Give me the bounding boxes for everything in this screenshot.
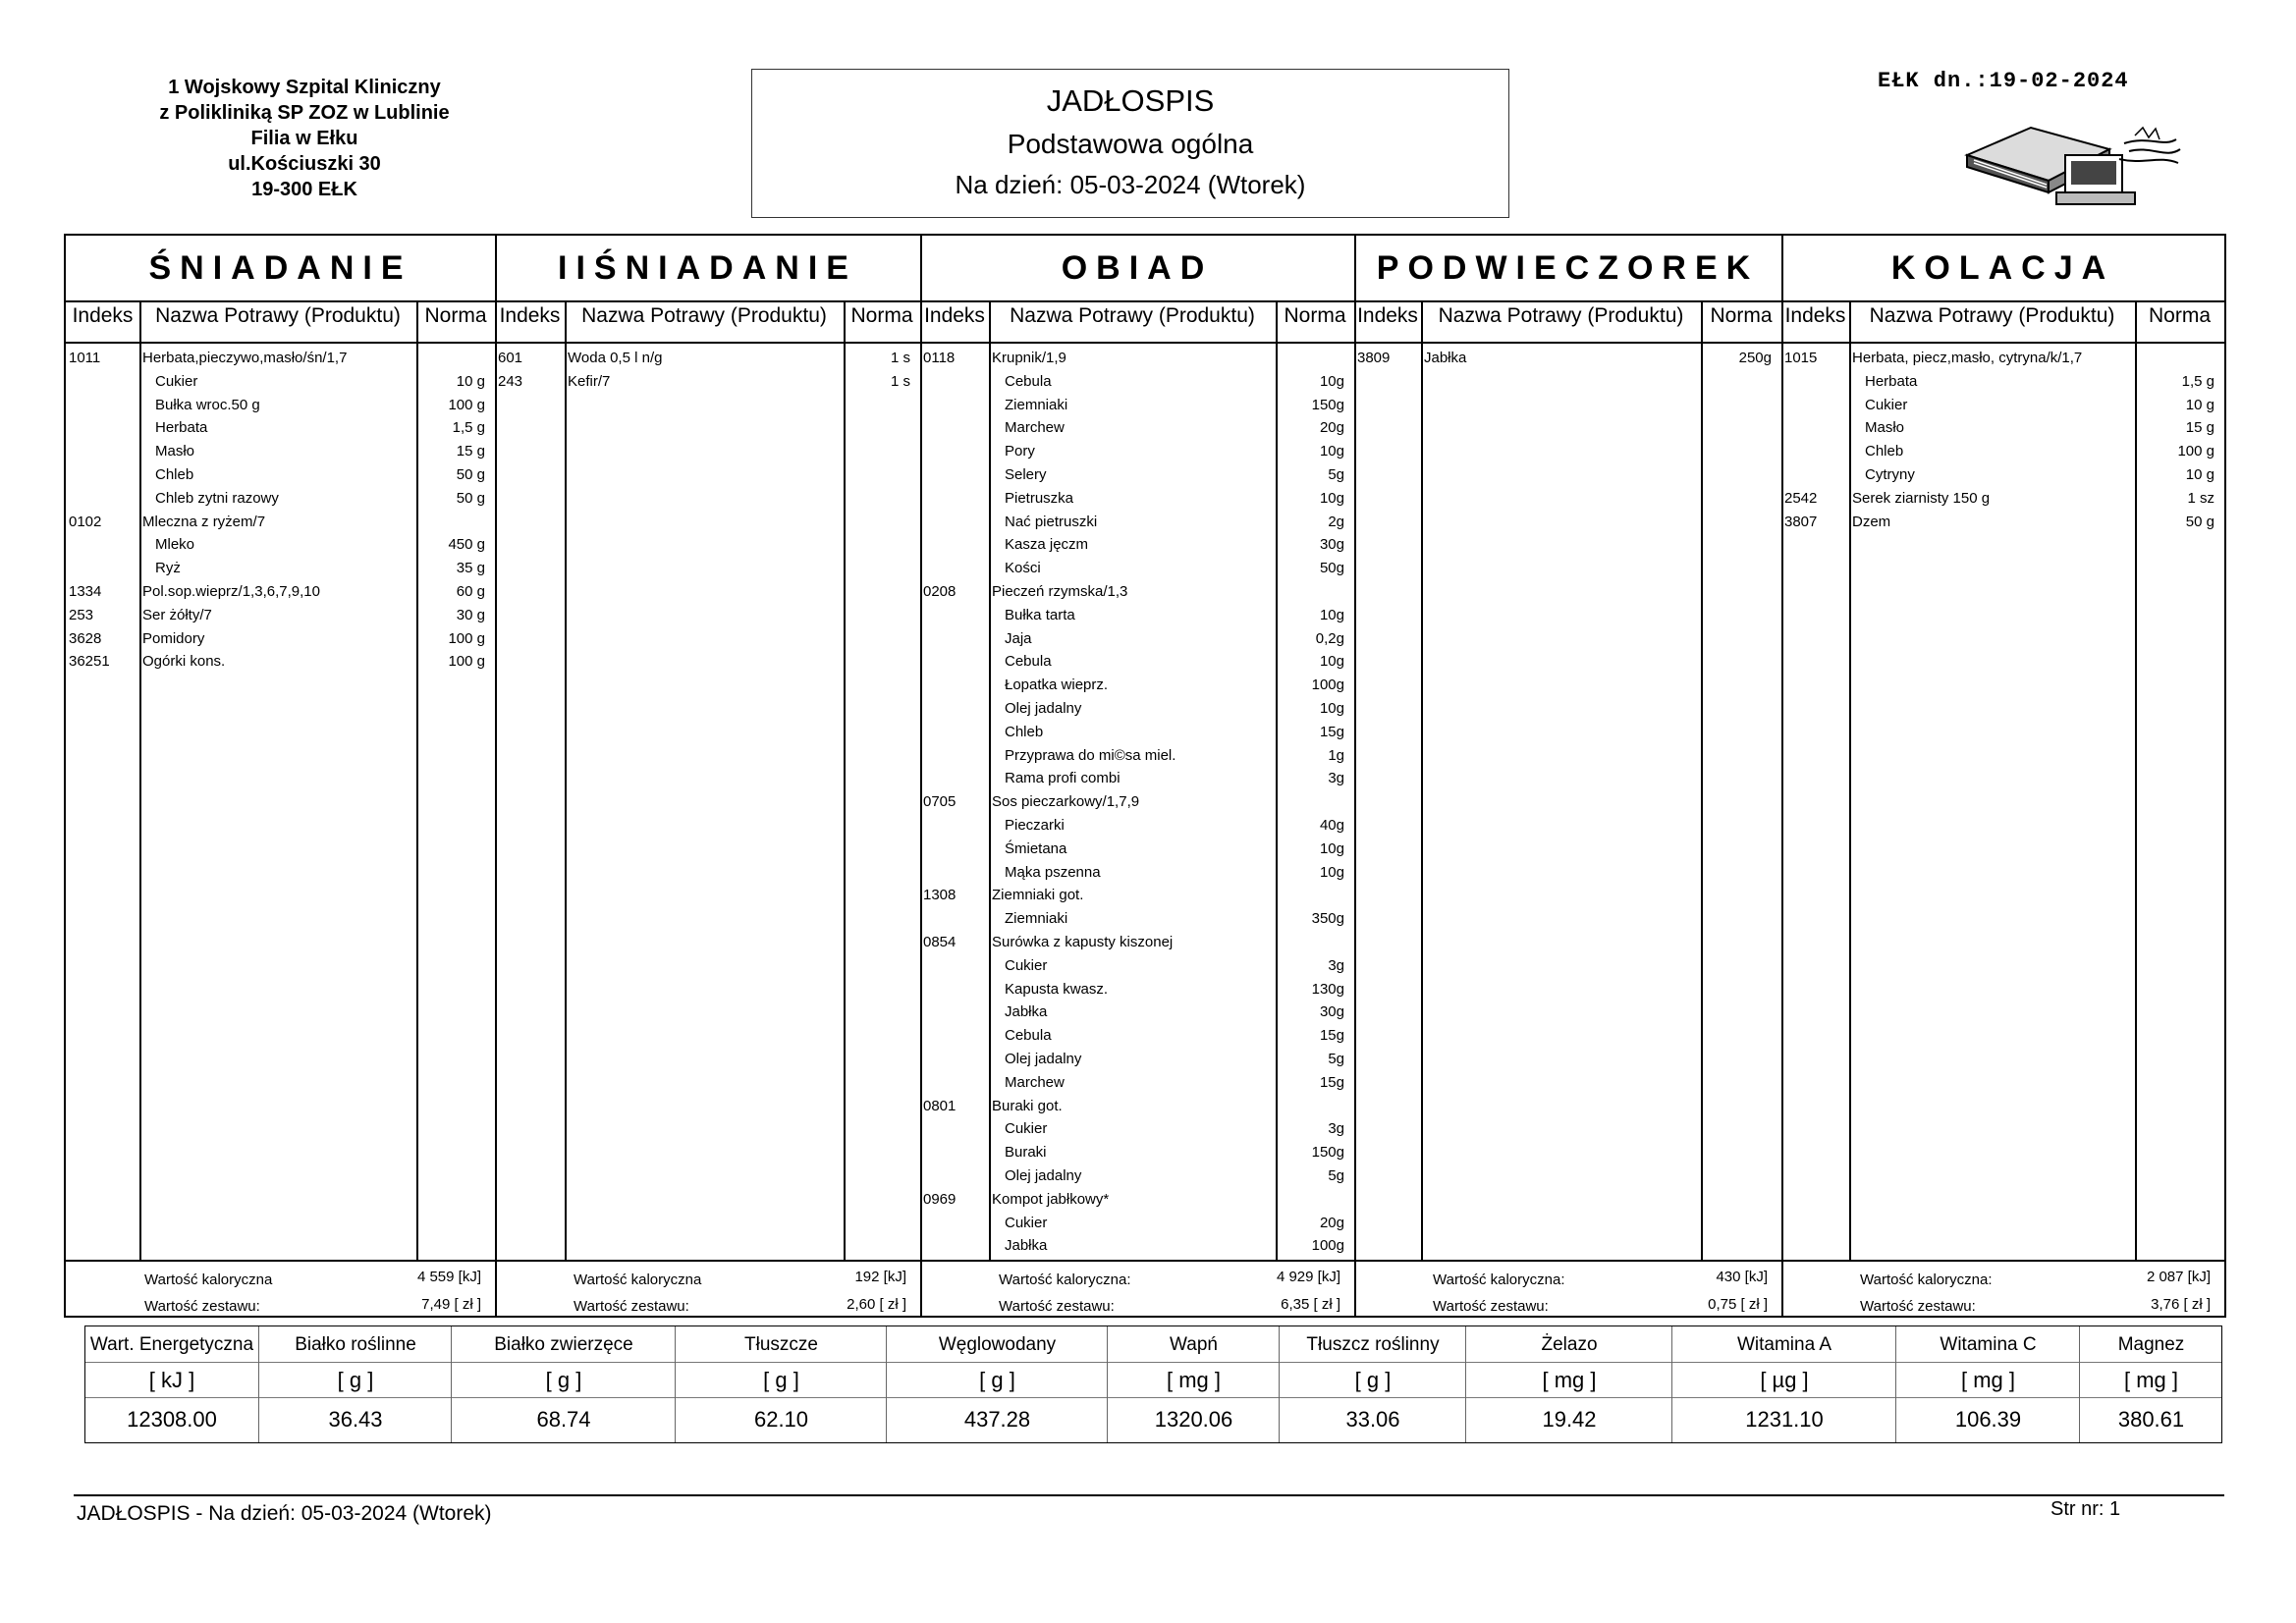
item-name: Serek ziarnisty 150 g (1852, 489, 1991, 507)
item-name: Olej jadalny (1005, 1167, 1082, 1184)
item-name: Masło (1865, 419, 1905, 437)
item-norm: 1,5 g (452, 419, 485, 437)
item-name: Mleko (155, 536, 195, 554)
item-norm: 15g (1319, 1073, 1344, 1091)
item-norm: 250g (1738, 350, 1772, 366)
item-name: Chleb (1865, 443, 1904, 460)
item-name: Bułka wroc.50 g (155, 396, 260, 413)
nutrient-label: Witamina A (1736, 1334, 1832, 1355)
item-name: Herbata (1865, 372, 1918, 390)
item-index: 601 (498, 350, 523, 366)
item-name: Ziemniaki (1005, 396, 1068, 413)
item-norm: 5g (1328, 1051, 1344, 1067)
column-divider (1849, 300, 1851, 1260)
item-norm: 50 g (456, 489, 485, 507)
calorie-label: Wartość kaloryczna (144, 1271, 273, 1288)
nutrient-value: 106.39 (1954, 1407, 2022, 1432)
item-norm: 1g (1328, 746, 1344, 764)
nutrition-column (1671, 1326, 1896, 1442)
nutrition-column (886, 1326, 1108, 1442)
nutrient-label: Tłuszcze (744, 1334, 818, 1355)
nutrition-column (258, 1326, 452, 1442)
column-header: Indeks (72, 304, 134, 327)
column-header: Norma (424, 304, 487, 327)
column-header: Indeks (1784, 304, 1846, 327)
item-name: Herbata,pieczywo,masło/śn/1,7 (142, 350, 348, 366)
nutrient-value: 380.61 (2117, 1407, 2185, 1432)
calorie-value: 4 929 [kJ] (1276, 1269, 1340, 1285)
nutrient-value: 19.42 (1542, 1407, 1597, 1432)
item-norm: 15 g (2185, 419, 2214, 437)
item-index: 253 (69, 606, 94, 623)
item-norm: 10 g (456, 372, 485, 390)
column-divider (565, 300, 567, 1260)
item-norm: 15g (1319, 723, 1344, 740)
nutrient-value: 437.28 (963, 1407, 1031, 1432)
hospital-line: 19-300 EŁK (251, 179, 357, 200)
item-norm: 10g (1319, 443, 1344, 460)
item-name: Chleb (1005, 723, 1044, 740)
item-name: Ziemniaki (1005, 910, 1068, 928)
nutrient-label: Węglowodany (938, 1334, 1057, 1355)
item-name: Sos pieczarkowy/1,7,9 (992, 793, 1140, 811)
column-header: Nazwa Potrawy (Produktu) (581, 304, 827, 327)
nutrient-label: Wapń (1170, 1334, 1218, 1355)
column-header: Norma (850, 304, 913, 327)
item-name: Ser żółty/7 (142, 606, 212, 623)
nutrition-column (1107, 1326, 1280, 1442)
item-index: 0969 (923, 1190, 957, 1208)
column-header: Indeks (1357, 304, 1418, 327)
column-header: Indeks (924, 304, 985, 327)
cost-value: 6,35 [ zł ] (1281, 1296, 1340, 1313)
diet-type: Podstawowa ogólna (1007, 129, 1254, 159)
item-name: Olej jadalny (1005, 1051, 1082, 1067)
cost-label: Wartość zestawu: (999, 1298, 1115, 1315)
item-index: 0208 (923, 583, 957, 600)
item-name: Łopatka wieprz. (1005, 676, 1109, 694)
item-name: Krupnik/1,9 (992, 350, 1066, 366)
title-box (751, 69, 1509, 218)
item-name: Kefir/7 (568, 372, 611, 390)
item-name: Cytryny (1865, 466, 1915, 483)
calorie-label: Wartość kaloryczna: (999, 1271, 1131, 1288)
nutrition-column (1895, 1326, 2080, 1442)
totals-divider (66, 1260, 2224, 1262)
nutrient-value: 1231.10 (1745, 1407, 1824, 1432)
nutrition-column (675, 1326, 887, 1442)
item-name: Dzem (1852, 513, 1891, 530)
item-norm: 100g (1311, 1237, 1344, 1255)
nutrition-column (85, 1326, 258, 1442)
item-norm: 10g (1319, 372, 1344, 390)
nutrient-label: Witamina C (1940, 1334, 2037, 1355)
calorie-label: Wartość kaloryczna (574, 1271, 702, 1288)
nutrient-label: Białko roślinne (295, 1334, 416, 1355)
nutrition-column (1279, 1326, 1466, 1442)
section-divider (1354, 236, 1356, 1316)
item-name: Przyprawa do mi©sa miel. (1005, 746, 1176, 764)
nutrient-unit: [ mg ] (1542, 1368, 1597, 1392)
item-norm: 10g (1319, 606, 1344, 623)
menu-date: Na dzień: 05-03-2024 (Wtorek) (955, 170, 1306, 199)
item-norm: 100 g (448, 396, 485, 413)
section-divider (920, 236, 922, 1316)
item-name: Woda 0,5 l n/g (568, 350, 663, 366)
issue-date: EŁK dn.:19-02-2024 (1878, 69, 2129, 93)
menu-table (64, 234, 2226, 1318)
item-norm: 10 g (2185, 466, 2214, 483)
item-norm: 60 g (456, 583, 485, 600)
subheader-divider (66, 342, 2224, 344)
item-index: 3628 (69, 629, 102, 647)
nutrient-value: 33.06 (1345, 1407, 1400, 1432)
calorie-value: 192 [kJ] (854, 1269, 906, 1285)
item-norm: 50 g (2185, 513, 2214, 530)
item-name: Surówka z kapusty kiszonej (992, 934, 1174, 950)
item-norm: 30g (1319, 536, 1344, 554)
item-name: Ogórki kons. (142, 653, 226, 671)
item-index: 1308 (923, 887, 957, 904)
nutrient-unit: [ kJ ] (148, 1368, 195, 1392)
meal-title: PODWIECZOREK (1376, 248, 1760, 287)
item-norm: 3g (1328, 956, 1344, 974)
column-divider (139, 300, 141, 1260)
column-divider (1421, 300, 1423, 1260)
item-name: Kasza jęczm (1005, 536, 1089, 554)
calorie-label: Wartość kaloryczna: (1860, 1271, 1993, 1288)
item-name: Mleczna z ryżem/7 (142, 513, 266, 530)
item-norm: 15g (1319, 1027, 1344, 1045)
nutrient-value: 36.43 (328, 1407, 383, 1432)
hospital-line: Filia w Ełku (250, 128, 358, 149)
column-header: Indeks (499, 304, 561, 327)
item-index: 0102 (69, 513, 102, 530)
nutrient-value: 12308.00 (127, 1407, 217, 1432)
nutrient-label: Wart. Energetyczna (89, 1334, 254, 1355)
item-norm: 5g (1328, 466, 1344, 483)
item-name: Jaja (1005, 629, 1032, 647)
item-name: Śmietana (1005, 839, 1067, 857)
nutrient-value: 62.10 (753, 1407, 809, 1432)
column-header: Norma (1284, 304, 1346, 327)
nutrient-unit: [ µg ] (1760, 1368, 1809, 1392)
nutrient-unit: [ g ] (1354, 1368, 1392, 1392)
item-name: Masło (155, 443, 195, 460)
cost-label: Wartość zestawu: (574, 1298, 689, 1315)
nutrient-label: Białko zwierzęce (494, 1334, 633, 1355)
nutrition-column (1465, 1326, 1672, 1442)
column-header: Norma (1710, 304, 1773, 327)
meal-title: KOLACJA (1890, 248, 2115, 287)
column-header: Nazwa Potrawy (Produktu) (155, 304, 401, 327)
item-name: Pietruszka (1005, 489, 1074, 507)
cost-value: 2,60 [ zł ] (847, 1296, 906, 1313)
nutrient-label: Tłuszcz roślinny (1306, 1334, 1440, 1355)
item-norm: 20g (1319, 1214, 1344, 1231)
item-norm: 1 s (890, 350, 910, 366)
section-divider (495, 236, 497, 1316)
section-divider (1781, 236, 1783, 1316)
item-norm: 1,5 g (2181, 372, 2214, 390)
item-norm: 20g (1319, 419, 1344, 437)
calorie-value: 2 087 [kJ] (2146, 1269, 2211, 1285)
item-name: Cukier (1865, 396, 1908, 413)
item-name: Bułka tarta (1005, 606, 1075, 623)
column-header: Norma (2148, 304, 2211, 327)
item-name: Kości (1005, 560, 1041, 577)
meal-title: OBIAD (1061, 248, 1214, 287)
book-computer-icon (1962, 116, 2183, 209)
item-norm: 10g (1319, 863, 1344, 881)
nutrient-unit: [ g ] (545, 1368, 582, 1392)
nutrient-value: 1320.06 (1154, 1407, 1233, 1432)
nutrient-unit: [ mg ] (2123, 1368, 2178, 1392)
item-norm: 50 g (456, 466, 485, 483)
item-name: Nać pietruszki (1005, 513, 1098, 530)
item-norm: 150g (1311, 1144, 1344, 1162)
item-norm: 100 g (448, 653, 485, 671)
item-norm: 2g (1328, 513, 1344, 530)
item-norm: 30g (1319, 1003, 1344, 1021)
cost-value: 3,76 [ zł ] (2151, 1296, 2211, 1313)
item-name: Chleb zytni razowy (155, 489, 279, 507)
item-name: Kapusta kwasz. (1005, 980, 1109, 998)
nutrient-label: Żelazo (1541, 1334, 1598, 1355)
cost-value: 0,75 [ zł ] (1708, 1296, 1768, 1313)
item-name: Selery (1005, 466, 1047, 483)
item-norm: 10g (1319, 489, 1344, 507)
item-name: Herbata (155, 419, 208, 437)
item-index: 1334 (69, 583, 102, 600)
item-name: Cukier (1005, 1120, 1048, 1138)
item-name: Cebula (1005, 1027, 1052, 1045)
footer-divider (74, 1494, 2224, 1496)
nutrient-label: Magnez (2117, 1334, 2185, 1355)
item-norm: 1 s (890, 372, 910, 390)
item-name: Marchew (1005, 419, 1065, 437)
item-name: Pieczeń rzymska/1,3 (992, 583, 1128, 600)
item-name: Cukier (1005, 956, 1048, 974)
item-norm: 450 g (448, 536, 485, 554)
item-name: Kompot jabłkowy* (992, 1190, 1110, 1208)
item-norm: 100 g (448, 629, 485, 647)
item-index: 0801 (923, 1097, 957, 1114)
column-header: Nazwa Potrawy (Produktu) (1438, 304, 1684, 327)
item-norm: 35 g (456, 560, 485, 577)
meal-title: ŚNIADANIE (148, 248, 412, 287)
item-norm: 30 g (456, 606, 485, 623)
item-norm: 3g (1328, 1120, 1344, 1138)
column-divider (844, 300, 846, 1260)
item-index: 243 (498, 372, 523, 390)
cost-value: 7,49 [ zł ] (421, 1296, 481, 1313)
item-norm: 10g (1319, 653, 1344, 671)
item-norm: 15 g (456, 443, 485, 460)
item-name: Pory (1005, 443, 1035, 460)
item-index: 3807 (1784, 513, 1818, 530)
item-norm: 100 g (2177, 443, 2214, 460)
nutrient-unit: [ g ] (979, 1368, 1015, 1392)
nutrient-unit: [ mg ] (1166, 1368, 1221, 1392)
item-name: Cebula (1005, 372, 1052, 390)
item-name: Cukier (155, 372, 198, 390)
item-norm: 40g (1319, 817, 1344, 834)
nutrition-column (2079, 1326, 2222, 1442)
item-name: Marchew (1005, 1073, 1065, 1091)
item-index: 0118 (923, 350, 956, 366)
item-name: Pieczarki (1005, 817, 1065, 834)
item-index: 0705 (923, 793, 957, 811)
item-norm: 5g (1328, 1167, 1344, 1184)
hospital-line: z Polikliniką SP ZOZ w Lublinie (159, 102, 450, 124)
item-norm: 50g (1319, 560, 1344, 577)
column-divider (1701, 300, 1703, 1260)
item-name: Jabłka (1005, 1003, 1048, 1021)
item-name: Mąka pszenna (1005, 863, 1101, 881)
item-index: 3809 (1357, 350, 1391, 366)
item-norm: 100g (1311, 676, 1344, 694)
nutrition-column (451, 1326, 676, 1442)
nutrient-unit: [ g ] (337, 1368, 374, 1392)
item-name: Jabłka (1424, 350, 1467, 366)
nutrition-summary (84, 1325, 2222, 1443)
item-norm: 1 sz (2187, 489, 2214, 507)
footer-title: JADŁOSPIS - Na dzień: 05-03-2024 (Wtorek) (77, 1502, 492, 1525)
item-name: Cebula (1005, 653, 1052, 671)
item-index: 36251 (69, 653, 110, 671)
hospital-line: 1 Wojskowy Szpital Kliniczny (168, 77, 441, 98)
item-name: Pomidory (142, 629, 205, 647)
item-norm: 10 g (2185, 396, 2214, 413)
item-norm: 3g (1328, 770, 1344, 787)
document-title: JADŁOSPIS (1046, 83, 1215, 118)
item-name: Buraki got. (992, 1097, 1063, 1114)
item-name: Jabłka (1005, 1237, 1048, 1255)
item-norm: 10g (1319, 839, 1344, 857)
calorie-value: 430 [kJ] (1716, 1269, 1768, 1285)
item-index: 2542 (1784, 489, 1818, 507)
item-index: 0854 (923, 934, 957, 950)
item-norm: 0,2g (1315, 629, 1344, 647)
cost-label: Wartość zestawu: (1860, 1298, 1976, 1315)
nutrient-unit: [ mg ] (1960, 1368, 2015, 1392)
item-index: 1015 (1784, 350, 1818, 366)
nutrient-unit: [ g ] (763, 1368, 799, 1392)
nutrient-value: 68.74 (536, 1407, 591, 1432)
calorie-label: Wartość kaloryczna: (1433, 1271, 1565, 1288)
item-norm: 10g (1319, 700, 1344, 717)
column-header: Nazwa Potrawy (Produktu) (1869, 304, 2115, 327)
column-header: Nazwa Potrawy (Produktu) (1010, 304, 1255, 327)
meal-title: IIŚNIADANIE (558, 248, 857, 287)
item-name: Ryż (155, 560, 181, 577)
hospital-address (118, 75, 491, 202)
item-norm: 350g (1311, 910, 1344, 928)
item-index: 1011 (69, 350, 101, 366)
item-name: Herbata, piecz,masło, cytryna/k/1,7 (1852, 350, 2083, 366)
item-name: Cukier (1005, 1214, 1048, 1231)
column-divider (989, 300, 991, 1260)
item-name: Chleb (155, 466, 194, 483)
cost-label: Wartość zestawu: (1433, 1298, 1549, 1315)
calorie-value: 4 559 [kJ] (416, 1269, 481, 1285)
item-name: Ziemniaki got. (992, 887, 1084, 904)
cost-label: Wartość zestawu: (144, 1298, 260, 1315)
item-name: Pol.sop.wieprz/1,3,6,7,9,10 (142, 583, 320, 600)
item-norm: 130g (1311, 980, 1344, 998)
item-name: Buraki (1005, 1144, 1047, 1162)
header-divider (66, 300, 2224, 302)
item-norm: 150g (1311, 396, 1344, 413)
hospital-line: ul.Kościuszki 30 (228, 153, 381, 175)
item-name: Olej jadalny (1005, 700, 1082, 717)
page-number: Str nr: 1 (2050, 1498, 2121, 1520)
item-name: Rama profi combi (1005, 770, 1121, 787)
